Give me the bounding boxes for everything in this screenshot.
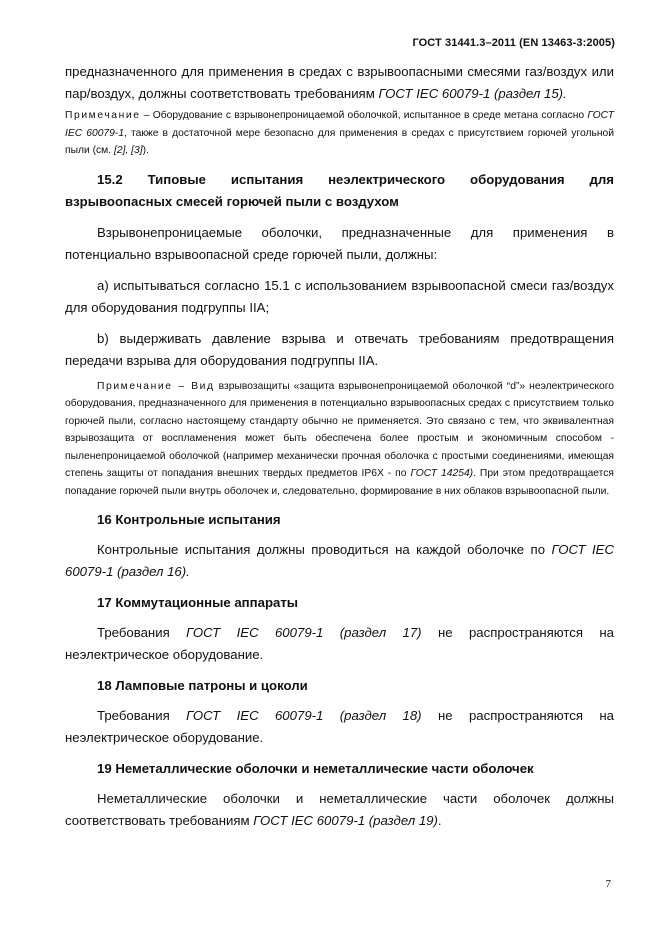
note-label: Примечание – Вид: [97, 380, 215, 392]
section-number: 15.2: [97, 171, 123, 187]
list-item-b: b) выдерживать давление взрыва и отвечать требованиям предотвращения передачи взрыва для оборудования подгруппы IIA.: [65, 330, 614, 368]
page-number: 7: [605, 878, 611, 890]
section-19-heading: 19 Неметаллические оболочки и неметаллические части оболочек: [97, 761, 534, 776]
paragraph-continuation: [65, 61, 614, 105]
bibliography-reference: [2], [3]: [113, 145, 143, 156]
standard-reference: ГОСТ IEC 60079-1 (раздел 16).: [65, 542, 614, 579]
note-text: ).: [142, 145, 149, 156]
standard-reference: ГОСТ IEC 60079-1 (раздел 19): [253, 813, 438, 828]
paragraph-text: не распространяются на неэлектрическое оборудование.: [65, 708, 614, 745]
note-text: . При этом предотвращается попадание горючей пыли внутрь оболочек и, следовательно, формирование в них облаков взрывоопасной пыли.: [65, 468, 615, 497]
document-body: [65, 61, 614, 832]
note-text: – Оборудование с взрывонепроницаемой оболочкой, испытанное в среде метана согласно: [140, 110, 588, 121]
standard-reference: ГОСТ 14254): [410, 468, 474, 479]
paragraph-text: предназначенного для применения в средах с взрывоопасными смесями газ/воздух или пар/воздух, должны соответствовать требованиям: [65, 64, 614, 101]
note-text: , также в достаточной мере безопасно для применения в средах с присутствием горючей угольной пыли (см.: [65, 127, 614, 156]
paragraph-enclosures-dust: Взрывонепроницаемые оболочки, предназначенные для применения в потенциально взрывоопасной среде горючей пыли, должны:: [65, 224, 614, 262]
section-18-heading: 18 Ламповые патроны и цоколи: [97, 678, 308, 693]
paragraph-text: Требования: [97, 625, 187, 640]
paragraph-text: Неметаллические оболочки и неметаллические части оболочек должны соответствовать требованиям: [65, 791, 614, 828]
section-15-2-heading-line1: [65, 169, 614, 191]
section-15-2-heading: [65, 169, 614, 213]
paragraph-text: Требования: [97, 708, 187, 723]
section-16-heading: 16 Контрольные испытания: [97, 512, 281, 527]
note-1: [65, 107, 614, 160]
standard-reference: ГОСТ IEC 60079-1 (раздел 15).: [378, 86, 567, 101]
note-text: взрывозащиты «защита взрывонепроницаемой оболочкой “d”» неэлектрического оборудования, предназначенного для применения в потенциально взрывоопасных средах с присутствием только горючей пыли, согласно настоящему стандарту обычно не применяется. Это связано с тем, что эквивалентная взрывозащита от воспламенения может быть обеспечена более простым и экономичным способом - пыленепроницаемой оболочкой (например механически прочная оболочка с простыми соединениями, имеющая степень защиты от попадания внешних твердых предметов IP6X - по: [65, 380, 614, 479]
heading-word: оборудования: [470, 171, 565, 187]
paragraph-nonmetallic: [65, 788, 614, 832]
paragraph-text: не распространяются на неэлектрическое оборудование.: [65, 625, 614, 662]
standard-reference: ГОСТ IEC 60079-1: [65, 110, 614, 139]
paragraph-switchgear: [65, 622, 614, 666]
standard-reference: ГОСТ IEC 60079-1 (раздел 17): [186, 625, 422, 640]
heading-word: Типовые: [147, 171, 206, 187]
paragraph-lampholders: [65, 705, 614, 749]
section-17-heading: 17 Коммутационные аппараты: [97, 595, 299, 610]
page-header-standard-id: ГОСТ 31441.3–2011 (EN 13463-3:2005): [412, 37, 615, 49]
standard-reference: ГОСТ IEC 60079-1 (раздел 18): [186, 708, 422, 723]
paragraph-routine-tests: [65, 539, 614, 583]
paragraph-text: .: [437, 813, 442, 828]
heading-word: испытания: [230, 171, 304, 187]
heading-word: неэлектрического: [328, 171, 446, 187]
heading-word: для: [589, 171, 614, 187]
note-2: [65, 378, 614, 501]
section-15-2-heading-line2: взрывоопасных смесей горючей пыли с воздухом: [65, 193, 399, 209]
paragraph-text: Контрольные испытания должны проводиться на каждой оболочке по: [97, 542, 552, 557]
note-label: Примечание: [65, 110, 141, 121]
list-item-a: a) испытываться согласно 15.1 с использованием взрывоопасной смеси газ/воздух для оборудования подгруппы IIA;: [65, 277, 614, 315]
